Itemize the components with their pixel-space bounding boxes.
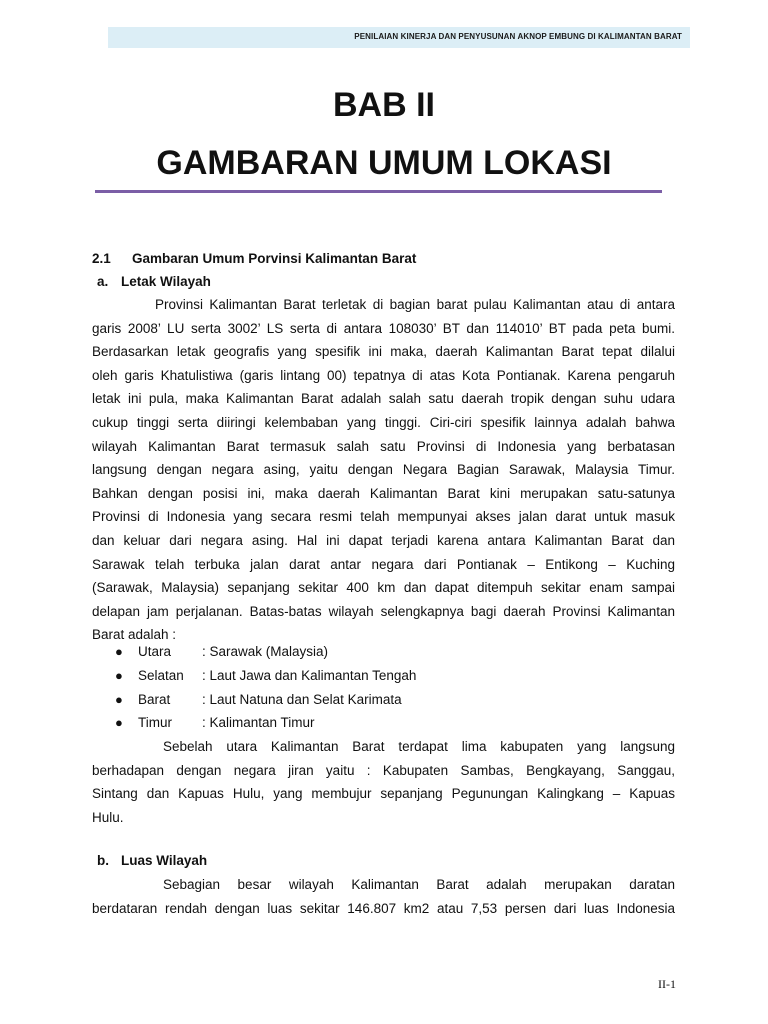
paragraph-line: langsung dengan negara asing, yaitu dengan Negara Bagian Sarawak, Malaysia Timur. (92, 462, 675, 478)
paragraph-line: dan keluar dari negara asing. Hal ini dapat terjadi karena antara Kalimantan Barat dan (92, 532, 675, 548)
chapter-number: BAB II (333, 86, 435, 124)
border-label: Barat (138, 691, 171, 707)
paragraph-line: berhadapan dengan negara jiran yaitu : Kabupaten Sambas, Bengkayang, Sanggau, (92, 762, 675, 778)
list-item (92, 711, 675, 735)
paragraph-line: delapan jam perjalanan. Batas-batas wilayah selengkapnya bagi daerah Provinsi Kalimantan (92, 603, 675, 619)
paragraph-line: Sebagian besar wilayah Kalimantan Barat adalah merupakan daratan (163, 877, 675, 892)
border-list (92, 640, 675, 735)
paragraph-line: garis 2008’ LU serta 3002’ LS serta di antara 108030’ BT dan 114010’ BT pada peta bumi. (92, 320, 675, 336)
paragraph-line: Sebelah utara Kalimantan Barat terdapat lima kabupaten yang langsung (163, 739, 675, 754)
subsection-b-letter: b. (97, 853, 109, 868)
section-title: Gambaran Umum Porvinsi Kalimantan Barat (132, 251, 417, 266)
bullet-icon: ● (115, 667, 123, 683)
paragraph-letak-wilayah (92, 293, 675, 647)
chapter-title: GAMBARAN UMUM LOKASI (156, 144, 612, 182)
paragraph-line: oleh garis Khatulistiwa (garis lintang 00) tepatnya di atas Kota Pontianak. Karena pengaruh (92, 367, 675, 383)
border-value: : Laut Jawa dan Kalimantan Tengah (202, 667, 417, 683)
subsection-b-heading (97, 853, 207, 868)
paragraph-luas-wilayah (92, 873, 675, 920)
paragraph-line: Barat adalah : (92, 627, 177, 643)
running-header-title: PENILAIAN KINERJA DAN PENYUSUNAN AKNOP EMBUNG DI KALIMANTAN BARAT (354, 32, 682, 41)
list-item (92, 688, 675, 712)
bullet-icon: ● (115, 715, 123, 731)
list-item (92, 640, 675, 664)
subsection-a-title: Letak Wilayah (121, 274, 211, 289)
paragraph-line: Sintang dan Kapuas Hulu, yang membujur sepanjang Pegunungan Kalingkang – Kapuas (92, 786, 675, 802)
title-underline (95, 190, 662, 193)
paragraph-line: Provinsi di Indonesia yang secara resmi telah mempunyai akses jalan darat untuk masuk (92, 509, 675, 525)
border-label: Timur (138, 715, 172, 731)
running-header (108, 27, 690, 48)
border-label: Selatan (138, 667, 184, 683)
paragraph-line: Bahkan dengan posisi ini, maka daerah Kalimantan Barat kini merupakan satu-satunya (92, 485, 675, 501)
subsection-a-heading (97, 274, 211, 289)
paragraph-line: Hulu. (92, 809, 124, 825)
bullet-icon: ● (115, 644, 123, 659)
paragraph-line: Berdasarkan letak geografis yang spesifik ini maka, daerah Kalimantan Barat tepat dilalui (92, 344, 675, 360)
section-number: 2.1 (92, 251, 111, 266)
border-label: Utara (138, 644, 172, 659)
paragraph-utara (92, 735, 675, 829)
paragraph-line: Provinsi Kalimantan Barat terletak di bagian barat pulau Kalimantan atau di antara (155, 297, 675, 312)
section-heading (92, 251, 416, 266)
list-item (92, 664, 675, 688)
paragraph-line: (Sarawak, Malaysia) sepanjang sekitar 400 km dan dapat ditempuh sekitar enam sampai (92, 580, 675, 596)
subsection-a-letter: a. (97, 274, 109, 289)
border-value: : Kalimantan Timur (202, 715, 315, 731)
bullet-icon: ● (115, 691, 123, 707)
border-value: : Laut Natuna dan Selat Karimata (202, 691, 402, 707)
page-number: II-1 (658, 977, 676, 991)
border-value: : Sarawak (Malaysia) (202, 644, 329, 659)
paragraph-line: berdataran rendah dengan luas sekitar 146.807 km2 atau 7,53 persen dari luas Indonesia (92, 900, 675, 916)
paragraph-line: wilayah Kalimantan Barat termasuk salah satu Provinsi di Indonesia yang berbatasan (92, 438, 675, 454)
paragraph-line: Sarawak telah terbuka jalan darat antar negara dari Pontianak – Entikong – Kuching (92, 556, 675, 572)
subsection-b-title: Luas Wilayah (121, 853, 208, 868)
paragraph-line: cukup tinggi serta diiringi kelembaban yang tinggi. Ciri-ciri spesifik lainnya adalah bahwa (92, 414, 675, 430)
paragraph-line: letak ini pula, maka Kalimantan Barat adalah salah satu daerah tropik dengan suhu udara (92, 391, 675, 407)
